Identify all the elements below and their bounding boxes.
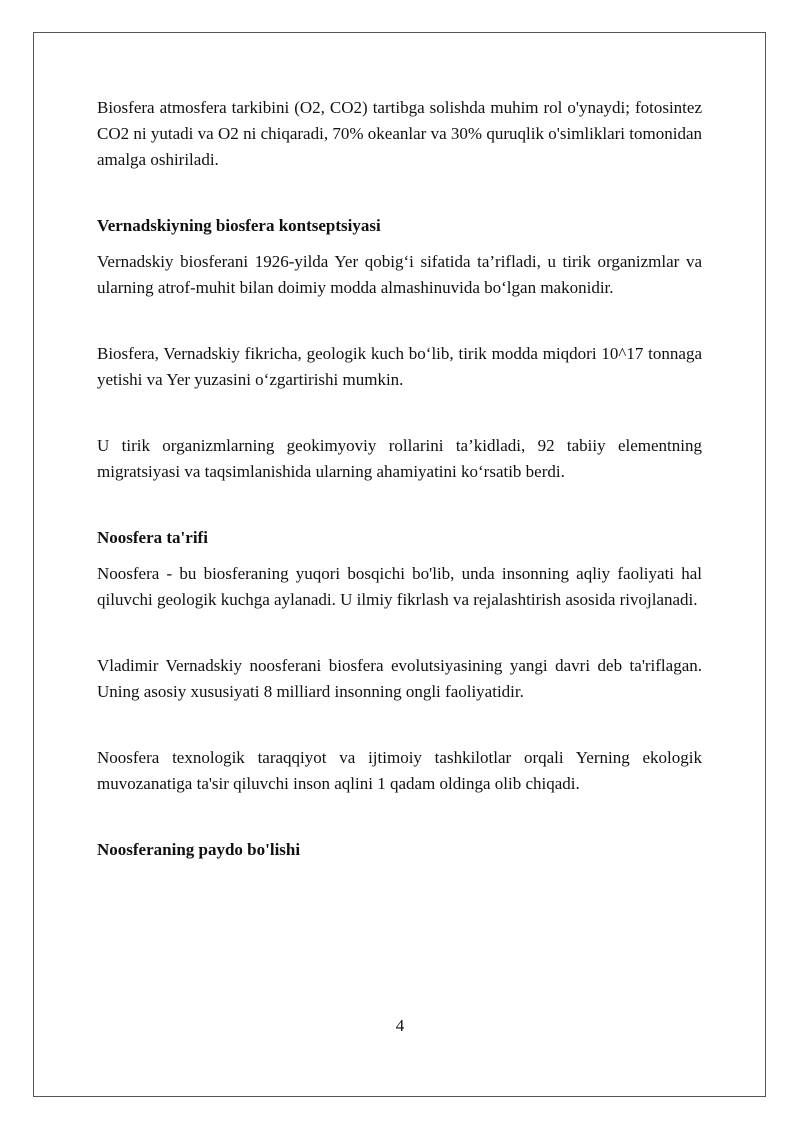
paragraph-noosphere-evolution: Vladimir Vernadskiy noosferani biosfera evolutsiyasining yangi davri deb ta'riflagan. Uning asosiy xususiyati 8 milliard insonning ongli faoliyatidir.: [97, 656, 702, 701]
paragraph-noosphere-technology: Noosfera texnologik taraqqiyot va ijtimoiy tashkilotlar orqali Yerning ekologik muvozanatiga ta'sir qiluvchi inson aqlini 1 qadam oldinga olib chiqadi.: [97, 748, 702, 793]
paragraph-geochemical-roles: U tirik organizmlarning geokimyoviy rollarini ta’kidladi, 92 tabiiy elementning migratsiyasi va taqsimlanishida ularning ahamiyatini ko‘rsatib berdi.: [97, 436, 702, 481]
heading-noosphere-origin: Noosferaning paydo bo'lishi: [97, 840, 301, 859]
heading-vernadsky-concept: Vernadskiyning biosfera kontseptsiyasi: [97, 216, 381, 235]
paragraph-vernadsky-definition: Vernadskiy biosferani 1926-yilda Yer qobig‘i sifatida ta’rifladi, u tirik organizmlar va ularning atrof-muhit bilan doimiy modda almashinuvida bo‘lgan makonidir.: [97, 252, 702, 297]
heading-noosphere-definition: Noosfera ta'rifi: [97, 528, 208, 547]
paragraph-geological-force: Biosfera, Vernadskiy fikricha, geologik kuch bo‘lib, tirik modda miqdori 10^17 tonnaga yetishi va Yer yuzasini o‘zgartirishi mumkin.: [97, 344, 702, 389]
paragraph-noosphere-stage: Noosfera - bu biosferaning yuqori bosqichi bo'lib, unda insonning aqliy faoliyati hal qiluvchi geologik kuchga aylanadi. U ilmiy fikrlash va rejalashtirish asosida rivojlanadi.: [97, 564, 702, 609]
page-number: 4: [395, 1016, 405, 1035]
document-body: [97, 92, 702, 863]
paragraph-biosphere-atmosphere: Biosfera atmosfera tarkibini (O2, CO2) tartibga solishda muhim rol o'ynaydi; fotosintez CO2 ni yutadi va O2 ni chiqaradi, 70% okeanlar va 30% quruqlik o'simliklari tomonidan amalga oshiriladi.: [97, 98, 702, 169]
